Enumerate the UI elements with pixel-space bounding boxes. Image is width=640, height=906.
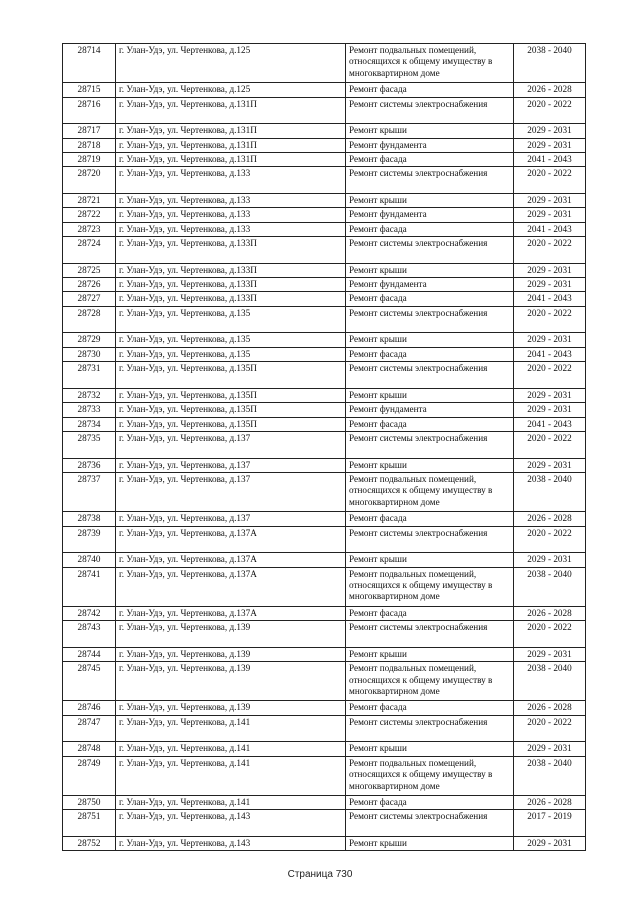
work-type-cell: Ремонт крыши	[346, 836, 514, 850]
address-cell: г. Улан-Удэ, ул. Чертенкова, д.133П	[116, 278, 346, 292]
address-cell: г. Улан-Удэ, ул. Чертенкова, д.137А	[116, 567, 346, 606]
work-type-cell: Ремонт крыши	[346, 458, 514, 472]
period-cell: 2026 - 2028	[514, 701, 586, 715]
period-cell: 2041 - 2043	[514, 292, 586, 306]
row-number-cell: 28742	[63, 606, 116, 620]
work-type-cell: Ремонт подвальных помещений, относящихся к общему имуществу в многоквартирном доме	[346, 567, 514, 606]
address-cell: г. Улан-Удэ, ул. Чертенкова, д.137	[116, 458, 346, 472]
work-type-cell: Ремонт фасада	[346, 83, 514, 97]
period-cell: 2029 - 2031	[514, 553, 586, 567]
row-number-cell: 28746	[63, 701, 116, 715]
address-cell: г. Улан-Удэ, ул. Чертенкова, д.135П	[116, 388, 346, 402]
period-cell: 2029 - 2031	[514, 124, 586, 138]
address-cell: г. Улан-Удэ, ул. Чертенкова, д.139	[116, 621, 346, 648]
row-number-cell: 28739	[63, 526, 116, 553]
address-cell: г. Улан-Удэ, ул. Чертенкова, д.135П	[116, 417, 346, 431]
table-row	[63, 432, 586, 459]
address-cell: г. Улан-Удэ, ул. Чертенкова, д.131П	[116, 138, 346, 152]
work-type-cell: Ремонт системы электроснабжения	[346, 362, 514, 389]
row-number-cell: 28720	[63, 167, 116, 194]
table-row	[63, 810, 586, 837]
row-number-cell: 28723	[63, 222, 116, 236]
address-cell: г. Улан-Удэ, ул. Чертенкова, д.141	[116, 742, 346, 756]
address-cell: г. Улан-Удэ, ул. Чертенкова, д.137	[116, 473, 346, 512]
row-number-cell: 28718	[63, 138, 116, 152]
work-type-cell: Ремонт крыши	[346, 263, 514, 277]
row-number-cell: 28750	[63, 795, 116, 809]
period-cell: 2020 - 2022	[514, 97, 586, 124]
address-cell: г. Улан-Удэ, ул. Чертенкова, д.133П	[116, 237, 346, 264]
period-cell: 2026 - 2028	[514, 512, 586, 526]
page-number: Страница 730	[287, 869, 353, 880]
row-number-cell: 28747	[63, 715, 116, 742]
table-row	[63, 553, 586, 567]
row-number-cell: 28741	[63, 567, 116, 606]
address-cell: г. Улан-Удэ, ул. Чертенкова, д.131П	[116, 97, 346, 124]
period-cell: 2029 - 2031	[514, 208, 586, 222]
address-cell: г. Улан-Удэ, ул. Чертенкова, д.135П	[116, 362, 346, 389]
table-row	[63, 278, 586, 292]
work-type-cell: Ремонт системы электроснабжения	[346, 810, 514, 837]
table-row	[63, 742, 586, 756]
work-type-cell: Ремонт фундамента	[346, 278, 514, 292]
table-row	[63, 606, 586, 620]
period-cell: 2038 - 2040	[514, 756, 586, 795]
work-type-cell: Ремонт подвальных помещений, относящихся к общему имуществу в многоквартирном доме	[346, 44, 514, 83]
work-type-cell: Ремонт фасада	[346, 417, 514, 431]
period-cell: 2017 - 2019	[514, 810, 586, 837]
period-cell: 2038 - 2040	[514, 44, 586, 83]
row-number-cell: 28728	[63, 306, 116, 333]
work-type-cell: Ремонт фасада	[346, 292, 514, 306]
address-cell: г. Улан-Удэ, ул. Чертенкова, д.133	[116, 167, 346, 194]
address-cell: г. Улан-Удэ, ул. Чертенкова, д.135П	[116, 403, 346, 417]
period-cell: 2026 - 2028	[514, 606, 586, 620]
row-number-cell: 28721	[63, 193, 116, 207]
table-row	[63, 333, 586, 347]
table-row	[63, 473, 586, 512]
address-cell: г. Улан-Удэ, ул. Чертенкова, д.135	[116, 333, 346, 347]
period-cell: 2029 - 2031	[514, 193, 586, 207]
work-type-cell: Ремонт системы электроснабжения	[346, 167, 514, 194]
period-cell: 2026 - 2028	[514, 83, 586, 97]
row-number-cell: 28715	[63, 83, 116, 97]
address-cell: г. Улан-Удэ, ул. Чертенкова, д.137	[116, 432, 346, 459]
period-cell: 2041 - 2043	[514, 347, 586, 361]
row-number-cell: 28719	[63, 152, 116, 166]
row-number-cell: 28733	[63, 403, 116, 417]
row-number-cell: 28725	[63, 263, 116, 277]
table-row	[63, 526, 586, 553]
table-row	[63, 167, 586, 194]
work-type-cell: Ремонт системы электроснабжения	[346, 432, 514, 459]
address-cell: г. Улан-Удэ, ул. Чертенкова, д.125	[116, 83, 346, 97]
period-cell: 2029 - 2031	[514, 263, 586, 277]
table-row	[63, 403, 586, 417]
work-type-cell: Ремонт системы электроснабжения	[346, 306, 514, 333]
row-number-cell: 28751	[63, 810, 116, 837]
table-row	[63, 208, 586, 222]
work-type-cell: Ремонт фасада	[346, 222, 514, 236]
address-cell: г. Улан-Удэ, ул. Чертенкова, д.139	[116, 647, 346, 661]
row-number-cell: 28724	[63, 237, 116, 264]
work-type-cell: Ремонт фасада	[346, 606, 514, 620]
period-cell: 2020 - 2022	[514, 526, 586, 553]
address-cell: г. Улан-Удэ, ул. Чертенкова, д.133	[116, 208, 346, 222]
period-cell: 2029 - 2031	[514, 742, 586, 756]
period-cell: 2020 - 2022	[514, 432, 586, 459]
address-cell: г. Улан-Удэ, ул. Чертенкова, д.133П	[116, 263, 346, 277]
work-type-cell: Ремонт системы электроснабжения	[346, 97, 514, 124]
table-row	[63, 152, 586, 166]
period-cell: 2020 - 2022	[514, 362, 586, 389]
table-row	[63, 795, 586, 809]
period-cell: 2029 - 2031	[514, 138, 586, 152]
table-body	[63, 44, 586, 851]
table-row	[63, 388, 586, 402]
work-type-cell: Ремонт фундамента	[346, 208, 514, 222]
work-type-cell: Ремонт фасада	[346, 795, 514, 809]
row-number-cell: 28722	[63, 208, 116, 222]
row-number-cell: 28717	[63, 124, 116, 138]
work-type-cell: Ремонт крыши	[346, 124, 514, 138]
work-type-cell: Ремонт системы электроснабжения	[346, 621, 514, 648]
period-cell: 2029 - 2031	[514, 403, 586, 417]
period-cell: 2029 - 2031	[514, 278, 586, 292]
address-cell: г. Улан-Удэ, ул. Чертенкова, д.133	[116, 222, 346, 236]
row-number-cell: 28748	[63, 742, 116, 756]
table-row	[63, 621, 586, 648]
row-number-cell: 28732	[63, 388, 116, 402]
table-row	[63, 715, 586, 742]
table-row	[63, 756, 586, 795]
address-cell: г. Улан-Удэ, ул. Чертенкова, д.139	[116, 662, 346, 701]
period-cell: 2029 - 2031	[514, 333, 586, 347]
table-row	[63, 193, 586, 207]
table-row	[63, 222, 586, 236]
table-row	[63, 567, 586, 606]
period-cell: 2041 - 2043	[514, 152, 586, 166]
table-row	[63, 512, 586, 526]
period-cell: 2020 - 2022	[514, 621, 586, 648]
row-number-cell: 28734	[63, 417, 116, 431]
table-row	[63, 44, 586, 83]
table-row	[63, 124, 586, 138]
table-row	[63, 306, 586, 333]
repair-schedule-table	[62, 43, 586, 851]
row-number-cell: 28745	[63, 662, 116, 701]
row-number-cell: 28744	[63, 647, 116, 661]
row-number-cell: 28716	[63, 97, 116, 124]
row-number-cell: 28735	[63, 432, 116, 459]
row-number-cell: 28727	[63, 292, 116, 306]
period-cell: 2029 - 2031	[514, 836, 586, 850]
period-cell: 2026 - 2028	[514, 795, 586, 809]
period-cell: 2038 - 2040	[514, 473, 586, 512]
table-row	[63, 83, 586, 97]
period-cell: 2041 - 2043	[514, 417, 586, 431]
period-cell: 2038 - 2040	[514, 662, 586, 701]
address-cell: г. Улан-Удэ, ул. Чертенкова, д.139	[116, 701, 346, 715]
period-cell: 2020 - 2022	[514, 167, 586, 194]
table-row	[63, 662, 586, 701]
work-type-cell: Ремонт подвальных помещений, относящихся к общему имуществу в многоквартирном доме	[346, 662, 514, 701]
row-number-cell: 28736	[63, 458, 116, 472]
work-type-cell: Ремонт крыши	[346, 193, 514, 207]
table-row	[63, 701, 586, 715]
address-cell: г. Улан-Удэ, ул. Чертенкова, д.135	[116, 347, 346, 361]
table-row	[63, 347, 586, 361]
row-number-cell: 28737	[63, 473, 116, 512]
period-cell: 2038 - 2040	[514, 567, 586, 606]
table-row	[63, 292, 586, 306]
row-number-cell: 28714	[63, 44, 116, 83]
table-row	[63, 417, 586, 431]
row-number-cell: 28752	[63, 836, 116, 850]
table-row	[63, 647, 586, 661]
work-type-cell: Ремонт крыши	[346, 333, 514, 347]
address-cell: г. Улан-Удэ, ул. Чертенкова, д.137А	[116, 553, 346, 567]
row-number-cell: 28749	[63, 756, 116, 795]
address-cell: г. Улан-Удэ, ул. Чертенкова, д.137	[116, 512, 346, 526]
address-cell: г. Улан-Удэ, ул. Чертенкова, д.141	[116, 756, 346, 795]
row-number-cell: 28729	[63, 333, 116, 347]
period-cell: 2029 - 2031	[514, 388, 586, 402]
work-type-cell: Ремонт подвальных помещений, относящихся к общему имуществу в многоквартирном доме	[346, 756, 514, 795]
address-cell: г. Улан-Удэ, ул. Чертенкова, д.143	[116, 810, 346, 837]
address-cell: г. Улан-Удэ, ул. Чертенкова, д.131П	[116, 124, 346, 138]
address-cell: г. Улан-Удэ, ул. Чертенкова, д.141	[116, 795, 346, 809]
work-type-cell: Ремонт подвальных помещений, относящихся к общему имуществу в многоквартирном доме	[346, 473, 514, 512]
period-cell: 2029 - 2031	[514, 458, 586, 472]
address-cell: г. Улан-Удэ, ул. Чертенкова, д.137А	[116, 526, 346, 553]
address-cell: г. Улан-Удэ, ул. Чертенкова, д.133П	[116, 292, 346, 306]
period-cell: 2020 - 2022	[514, 715, 586, 742]
work-type-cell: Ремонт крыши	[346, 742, 514, 756]
work-type-cell: Ремонт системы электроснабжения	[346, 237, 514, 264]
work-type-cell: Ремонт системы электроснабжения	[346, 526, 514, 553]
work-type-cell: Ремонт фундамента	[346, 403, 514, 417]
table-row	[63, 836, 586, 850]
table-row	[63, 97, 586, 124]
address-cell: г. Улан-Удэ, ул. Чертенкова, д.143	[116, 836, 346, 850]
period-cell: 2020 - 2022	[514, 306, 586, 333]
work-type-cell: Ремонт фасада	[346, 152, 514, 166]
row-number-cell: 28740	[63, 553, 116, 567]
work-type-cell: Ремонт крыши	[346, 553, 514, 567]
address-cell: г. Улан-Удэ, ул. Чертенкова, д.133	[116, 193, 346, 207]
work-type-cell: Ремонт фасада	[346, 347, 514, 361]
address-cell: г. Улан-Удэ, ул. Чертенкова, д.141	[116, 715, 346, 742]
address-cell: г. Улан-Удэ, ул. Чертенкова, д.125	[116, 44, 346, 83]
table-row	[63, 237, 586, 264]
work-type-cell: Ремонт системы электроснабжения	[346, 715, 514, 742]
period-cell: 2029 - 2031	[514, 647, 586, 661]
row-number-cell: 28726	[63, 278, 116, 292]
address-cell: г. Улан-Удэ, ул. Чертенкова, д.137А	[116, 606, 346, 620]
address-cell: г. Улан-Удэ, ул. Чертенкова, д.135	[116, 306, 346, 333]
work-type-cell: Ремонт крыши	[346, 388, 514, 402]
row-number-cell: 28743	[63, 621, 116, 648]
table-row	[63, 263, 586, 277]
period-cell: 2041 - 2043	[514, 222, 586, 236]
work-type-cell: Ремонт фасада	[346, 701, 514, 715]
work-type-cell: Ремонт фасада	[346, 512, 514, 526]
work-type-cell: Ремонт крыши	[346, 647, 514, 661]
period-cell: 2020 - 2022	[514, 237, 586, 264]
table-row	[63, 362, 586, 389]
row-number-cell: 28738	[63, 512, 116, 526]
address-cell: г. Улан-Удэ, ул. Чертенкова, д.131П	[116, 152, 346, 166]
table-row	[63, 458, 586, 472]
table-row	[63, 138, 586, 152]
row-number-cell: 28731	[63, 362, 116, 389]
work-type-cell: Ремонт фундамента	[346, 138, 514, 152]
row-number-cell: 28730	[63, 347, 116, 361]
